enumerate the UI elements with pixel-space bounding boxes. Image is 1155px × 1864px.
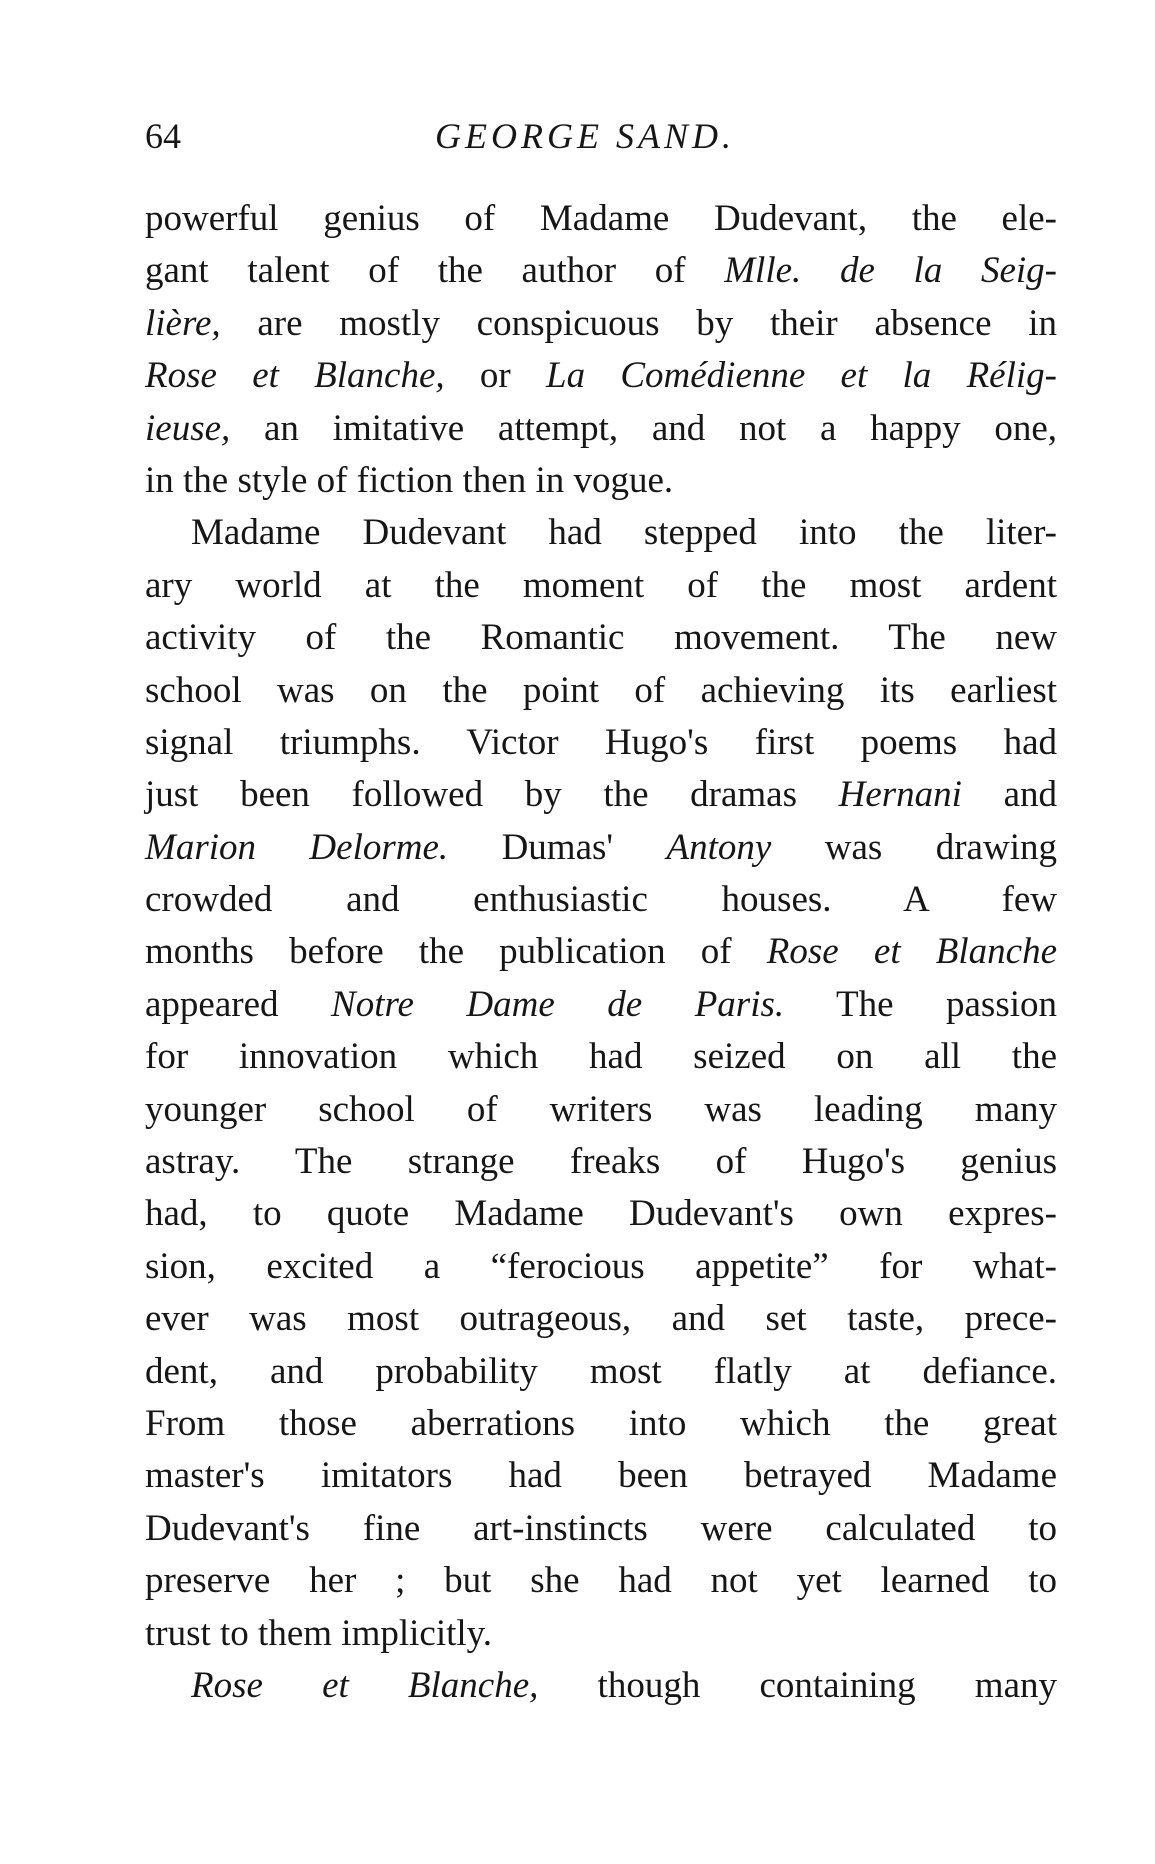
text-segment: sion, excited a “ferocious appetite” for what- [145, 1245, 1057, 1287]
italic-segment: Rose et Blanche [766, 931, 1057, 973]
italic-segment: Antony [666, 826, 772, 868]
text-line [145, 665, 1057, 717]
italic-segment: Hernani [838, 774, 962, 816]
body-text [145, 193, 1057, 1712]
italic-segment: ieuse, [145, 407, 231, 449]
text-segment: master's imitators had been betrayed Madame [145, 1455, 1057, 1497]
italic-segment: Rose et Blanche, [191, 1664, 539, 1706]
text-line [145, 245, 1057, 297]
text-line [145, 926, 1057, 978]
text-segment: Madame Dudevant had stepped into the liter- [191, 512, 1057, 554]
text-segment: ever was most outrageous, and set taste, prece- [145, 1298, 1057, 1340]
text-line [145, 1660, 1057, 1712]
text-line [145, 350, 1057, 402]
text-segment: Dudevant's fine art-instincts were calculated to [145, 1507, 1057, 1549]
italic-segment: Mlle. de la Seig- [724, 250, 1057, 292]
text-line [145, 193, 1057, 245]
text-segment: though containing many [538, 1664, 1057, 1706]
text-segment: preserve her ; but she had not yet learned to [145, 1560, 1057, 1602]
text-line [145, 1241, 1057, 1293]
text-line [145, 1450, 1057, 1502]
page-number: 64 [145, 116, 181, 156]
italic-segment: La Comédienne et la Rélig- [546, 355, 1057, 397]
text-line [145, 1398, 1057, 1450]
text-line [145, 769, 1057, 821]
text-segment: crowded and enthusiastic houses. A few [145, 879, 1057, 921]
running-head [145, 105, 1057, 163]
text-segment: trust to them implicitly. [145, 1612, 493, 1654]
text-segment: astray. The strange freaks of Hugo's genius [145, 1141, 1057, 1183]
text-line [145, 979, 1057, 1031]
text-line [145, 1084, 1057, 1136]
text-line [145, 1293, 1057, 1345]
italic-segment: Marion Delorme. [145, 826, 449, 868]
text-segment: From those aberrations into which the great [145, 1402, 1057, 1444]
text-line [145, 874, 1057, 926]
italic-segment: Notre Dame de Paris. [331, 983, 785, 1025]
text-line [145, 1555, 1057, 1607]
text-segment: school was on the point of achieving its earliest [145, 669, 1057, 711]
text-segment: activity of the Romantic movement. The new [145, 617, 1057, 659]
text-line [145, 298, 1057, 350]
text-segment: months before the publication of [145, 931, 767, 973]
text-segment: just been followed by the dramas [145, 774, 839, 816]
text-segment: or [444, 355, 546, 397]
text-line [145, 1188, 1057, 1240]
text-segment: for innovation which had seized on all the [145, 1036, 1057, 1078]
text-line [145, 560, 1057, 612]
text-line [145, 612, 1057, 664]
text-line [145, 1346, 1057, 1398]
text-segment: are mostly conspicuous by their absence in [220, 302, 1057, 344]
text-line [145, 717, 1057, 769]
text-line [145, 1503, 1057, 1555]
text-segment: in the style of fiction then in vogue. [145, 459, 674, 501]
text-segment: dent, and probability most flatly at defiance. [145, 1350, 1057, 1392]
italic-segment: Rose et Blanche, [145, 355, 445, 397]
text-line [145, 1136, 1057, 1188]
running-title: GEORGE SAND. [435, 116, 735, 156]
text-line [145, 507, 1057, 559]
text-segment: powerful genius of Madame Dudevant, the ele- [145, 198, 1057, 239]
text-line [145, 455, 1057, 507]
text-line [145, 403, 1057, 455]
text-segment: signal triumphs. Victor Hugo's first poems had [145, 721, 1057, 763]
text-segment: gant talent of the author of [145, 250, 725, 292]
text-segment: The passion [784, 983, 1057, 1025]
text-segment: appeared [145, 983, 332, 1025]
text-segment: younger school of writers was leading many [145, 1088, 1057, 1130]
text-line [145, 822, 1057, 874]
book-page [145, 105, 1057, 1712]
text-segment: ary world at the moment of the most ardent [145, 564, 1057, 606]
text-segment: an imitative attempt, and not a happy one, [230, 407, 1057, 449]
text-segment: Dumas' [448, 826, 667, 868]
text-segment: had, to quote Madame Dudevant's own expres- [145, 1193, 1057, 1235]
text-line [145, 1031, 1057, 1083]
text-line [145, 1608, 1057, 1660]
italic-segment: lière, [145, 302, 221, 344]
text-segment: and [961, 774, 1057, 816]
text-segment: was drawing [771, 826, 1057, 868]
